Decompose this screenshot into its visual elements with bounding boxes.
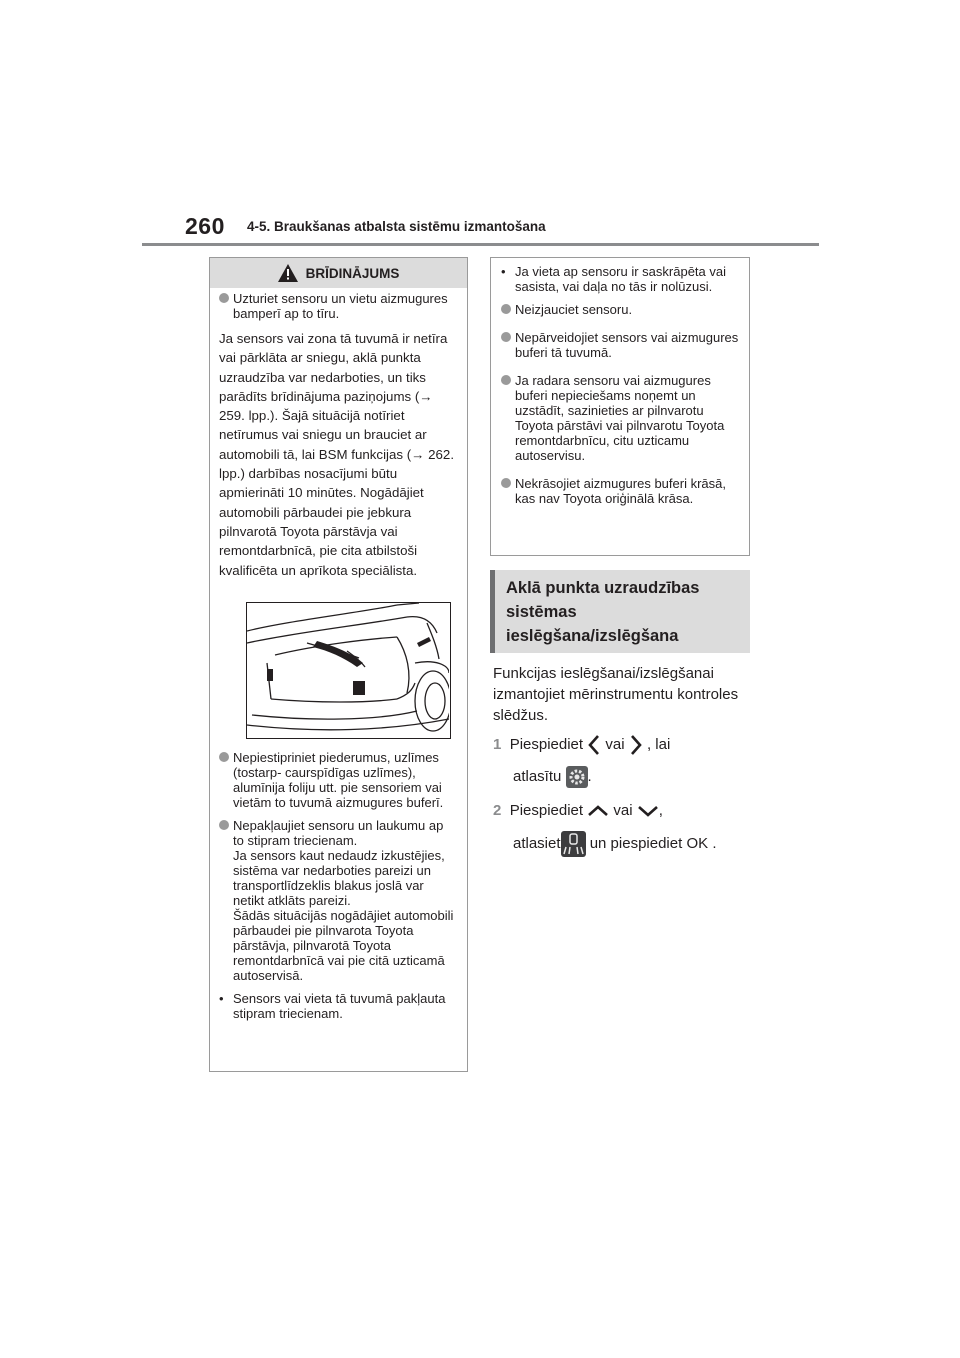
- step-2: 2 Piespiediet vai ,: [493, 802, 663, 819]
- list-item: Nepārveidojiet sensors vai aizmugures buferi tā tuvumā.: [501, 330, 739, 360]
- step-1-cont: atlasītu .: [513, 766, 592, 788]
- bullet-dot: [501, 478, 511, 488]
- chevron-left-icon: [587, 734, 601, 756]
- bullet-dot: [219, 293, 229, 303]
- bullet-dot: [501, 375, 511, 385]
- list-item: Nekrāsojiet aizmugures buferi krāsā, kas nav Toyota oriģinālā krāsa.: [501, 476, 739, 506]
- car-rear-image: [247, 603, 449, 737]
- warning-triangle-icon: [278, 264, 298, 282]
- bullet-dot: [219, 820, 229, 830]
- warning-header: [210, 258, 467, 288]
- list-item: Neizjauciet sensoru.: [501, 302, 739, 317]
- chevron-up-icon: [587, 804, 609, 818]
- ok-label: OK: [686, 834, 709, 852]
- step-1: 1 Piespiediet vai , lai: [493, 734, 670, 756]
- page-number: 260: [185, 213, 225, 239]
- step-2-cont: atlasiet un piespiediet OK .: [513, 831, 716, 857]
- list-item: Nepiestipriniet piederumus, uzlīmes (tostarp- caurspīdīgas uzlīmes), alumīnija foliju utt. pie sensoriem vai vietām to tuvumā aizmugures buferī.: [219, 750, 457, 810]
- sub-list-item: • Ja vieta ap sensoru ir saskrāpēta vai sasista, vai daļa no tās ir nolūzusi.: [501, 264, 726, 294]
- bullet-dot: [501, 332, 511, 342]
- warning-paragraph: Ja sensors vai zona tā tuvumā ir netīra vai pārklāta ar sniegu, aklā punkta uzraudzība var nedarboties, un tiks parādīts brīdinājuma paziņojums (→ 259. lpp.). Šajā situācijā notīriet netīrumus vai sniegu un brauciet ar automobili tā, lai BSM funkcijas (→ 262. lpp.) darbības nosacījumi būtu apmierināti 10 minūtes. Nogādājiet automobili pārbaudei pie jebkura pilnvarotā Toyota pārstāvja vai remontdarbnīcā, pie cita atbilstoši kvalificēta un aprīkota speciālista.: [219, 331, 455, 578]
- chevron-down-icon: [637, 804, 659, 818]
- list-item: Ja radara sensoru vai aizmugures buferi nepieciešams noņemt un uzstādīt, sazinieties ar pilnvarotu Toyota pārstāvi vai pilnvarotu Toyota remontdarbnīcu, citu uzticamu autoservisu.: [501, 373, 739, 463]
- settings-gear-icon: [566, 766, 588, 788]
- bullet-dot: [501, 304, 511, 314]
- header-rule: [142, 243, 819, 246]
- section-intro: Funkcijas ieslēgšanai/izslēgšanai izmantojiet mērinstrumentu kontroles slēdžus.: [493, 665, 739, 724]
- sub-list-item: • Sensors vai vieta tā tuvumā pakļauta stipram triecienam.: [219, 990, 446, 1021]
- bsm-icon: [561, 831, 586, 857]
- warning-continued-box: [490, 257, 750, 556]
- rear-bumper-sensor-illustration: [246, 602, 451, 739]
- list-item: Nepakļaujiet sensoru un laukumu ap to stipram triecienam. Ja sensors kaut nedaudz izkustējies, sistēma var nedarboties pareizi un transportlīdzeklis blakus joslā var netikt atklāts pareizi. Šādās situācijās nogādājiet automobili pārbaudei pie pilnvarota Toyota pārstāvja, pilnvarotā Toyota remontdarbnīcā vai pie citā uzticamā autoservisā.: [219, 818, 457, 983]
- warning-box: [209, 257, 468, 1072]
- list-item: Uzturiet sensoru un vietu aizmugures bamperī ap to tīru.: [219, 291, 457, 321]
- section-title: 4-5. Braukšanas atbalsta sistēmu izmantošana: [247, 219, 546, 234]
- chevron-right-icon: [629, 734, 643, 756]
- section-heading: Aklā punkta uzraudzības sistēmas ieslēgšana/izslēgšana: [490, 570, 750, 653]
- warning-title: BRĪDINĀJUMS: [305, 265, 400, 281]
- bullet-dot: [219, 752, 229, 762]
